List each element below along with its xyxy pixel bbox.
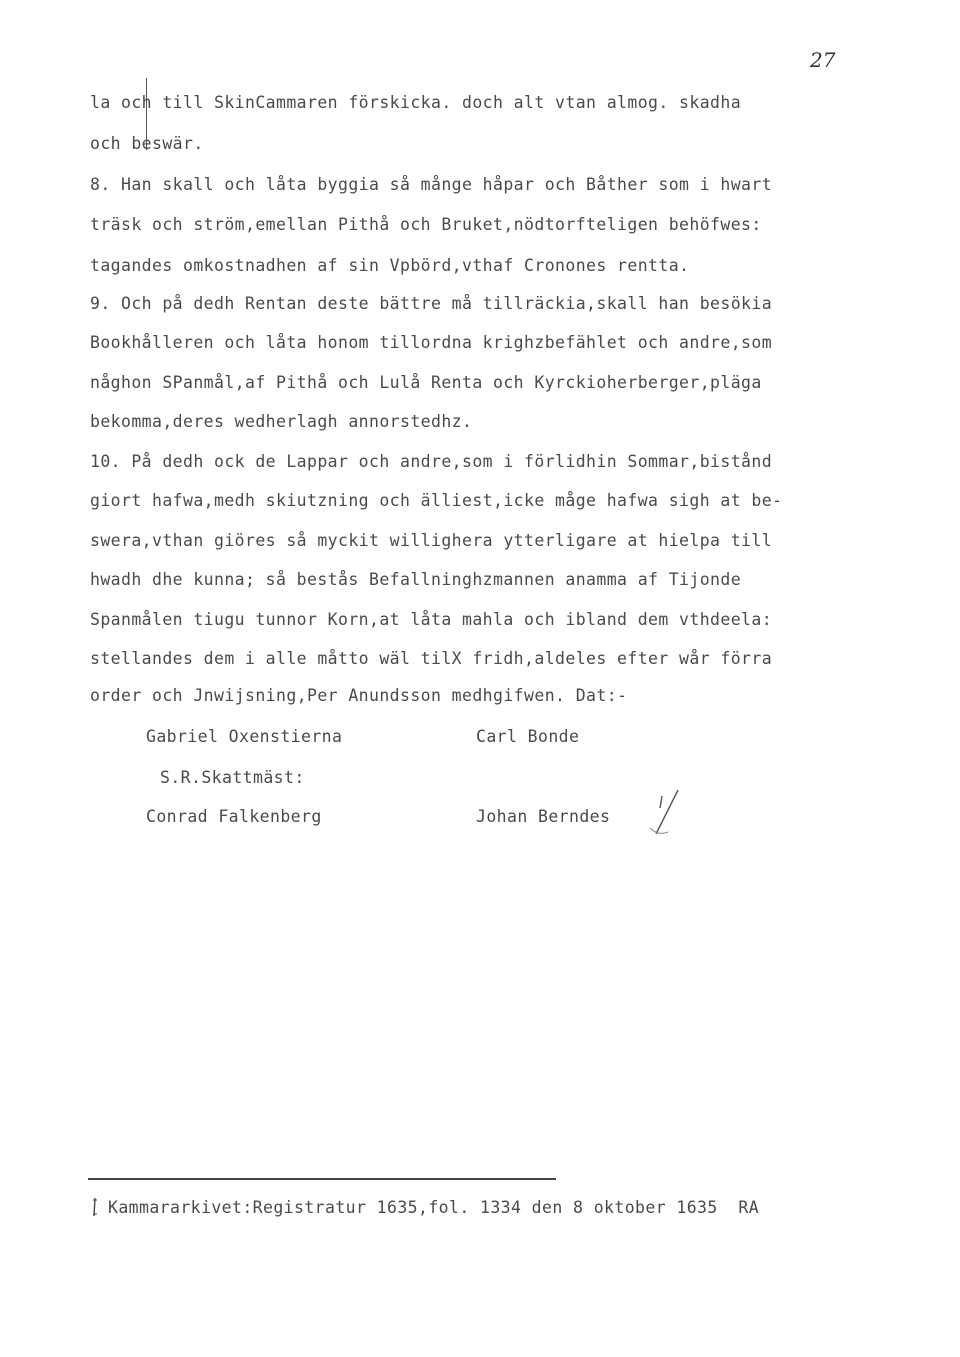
footnote-marker-icon	[90, 1196, 100, 1218]
body-line-16: order och Jnwijsning,Per Anundsson medhgifwen. Dat:-	[90, 686, 628, 705]
signature-title-skattmastare: S.R.Skattmäst:	[160, 768, 305, 787]
body-line-3: 8. Han skall och låta byggia så månge håpar och Båther som i hwart	[90, 175, 773, 194]
body-line-6: 9. Och på dedh Rentan deste bättre må tillräckia,skall han besökia	[90, 294, 773, 313]
body-line-10: 10. På dedh ock de Lappar och andre,som i förlidhin Sommar,bistånd	[90, 452, 773, 471]
footnote-citation: Kammararkivet:Registratur 1635,fol. 1334 den 8 oktober 1635 RA	[108, 1198, 760, 1217]
body-line-9: bekomma,deres wedherlagh annorstedhz.	[90, 412, 473, 431]
signature-conrad-falkenberg: Conrad Falkenberg	[146, 807, 322, 826]
signature-johan-berndes: Johan Berndes	[476, 807, 611, 826]
body-line-4: träsk och ström,emellan Pithå och Bruket,nödtorfteligen behöfwes:	[90, 215, 762, 234]
body-line-13: hwadh dhe kunna; så bestås Befallninghzmannen anamma af Tijonde	[90, 570, 742, 589]
body-line-1: la och till SkinCammaren förskicka. doch alt vtan almog. skadha	[90, 93, 742, 112]
body-line-15: stellandes dem i alle måtto wäl tilX fridh,aldeles efter wår förra	[90, 649, 773, 668]
footnote-divider	[88, 1178, 556, 1180]
page-number: 27	[810, 48, 836, 72]
body-line-14: Spanmålen tiugu tunnor Korn,at låta mahla och ibland dem vthdeela:	[90, 610, 773, 629]
body-line-11: giort hafwa,medh skiutzning och älliest,icke måge hafwa sigh at be-	[90, 491, 783, 510]
body-line-12: swera,vthan giöres så myckit willighera ytterligare at hielpa till	[90, 531, 773, 550]
signature-carl-bonde: Carl Bonde	[476, 727, 580, 746]
body-line-7: Bookhålleren och låta honom tillordna krighzbefählet och andre,som	[90, 333, 773, 352]
signature-gabriel-oxenstierna: Gabriel Oxenstierna	[146, 727, 343, 746]
body-line-8: någhon SPanmål,af Pithå och Lulå Renta och Kyrckioherberger,pläga	[90, 373, 762, 392]
body-line-5: tagandes omkostnadhen af sin Vpbörd,vthaf Cronones rentta.	[90, 256, 690, 275]
body-line-2: och beswär.	[90, 134, 204, 153]
handwritten-mark-icon	[648, 788, 688, 838]
